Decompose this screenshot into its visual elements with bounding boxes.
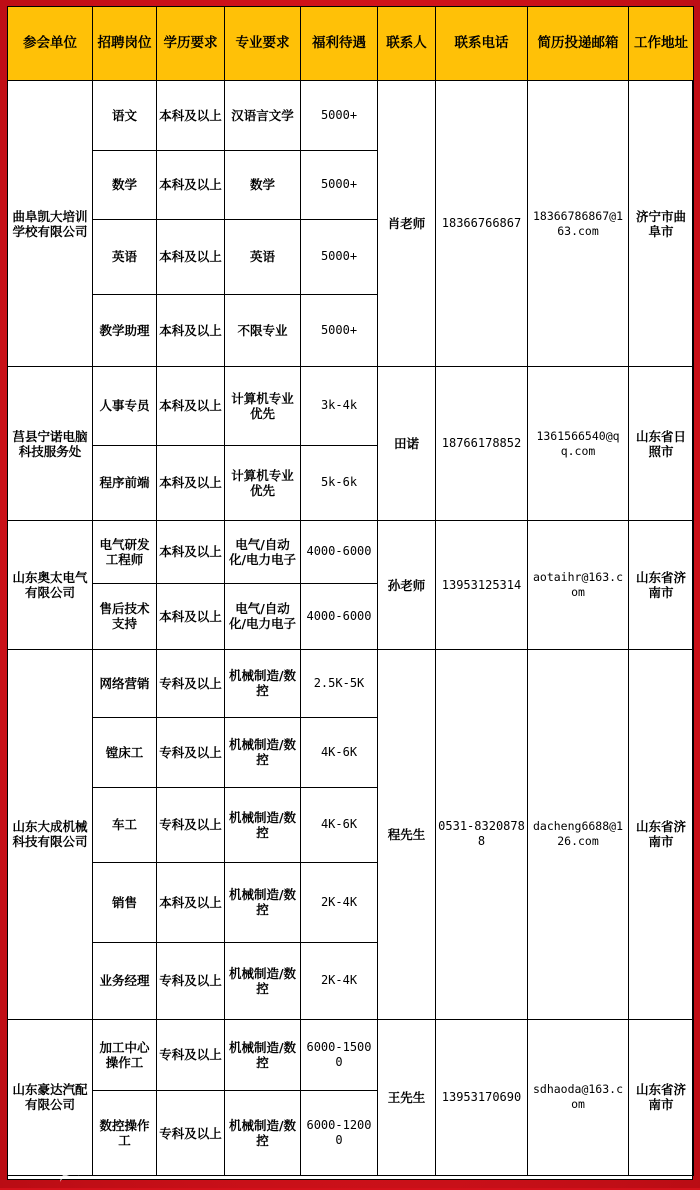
major-req: 汉语言文学 (225, 81, 301, 151)
salary: 6000-12000 (301, 1091, 378, 1176)
major-req: 英语 (225, 220, 301, 295)
resume-email: aotaihr@163.com (528, 521, 629, 650)
contact-person: 程先生 (378, 650, 436, 1020)
major-req: 数学 (225, 150, 301, 220)
major-req: 计算机专业优先 (225, 367, 301, 446)
major-req: 机械制造/数控 (225, 650, 301, 717)
contact-phone: 0531-83208788 (436, 650, 528, 1020)
position-title: 加工中心操作工 (93, 1019, 157, 1091)
contact-person: 王先生 (378, 1019, 436, 1175)
header-contact: 联系人 (378, 7, 436, 81)
company-name: 山东奥太电气有限公司 (8, 521, 93, 650)
education-req: 专科及以上 (157, 650, 225, 717)
major-req: 电气/自动化/电力电子 (225, 521, 301, 583)
salary: 2K-4K (301, 943, 378, 1020)
salary: 5k-6k (301, 445, 378, 521)
resume-email: dacheng6688@126.com (528, 650, 629, 1020)
salary: 4000-6000 (301, 521, 378, 583)
contact-phone: 18366766867 (436, 81, 528, 367)
company-name: 山东豪达汽配有限公司 (8, 1019, 93, 1175)
education-req: 专科及以上 (157, 943, 225, 1020)
company-name: 莒县宁诺电脑科技服务处 (8, 367, 93, 521)
table-row (8, 81, 694, 151)
position-title: 业务经理 (93, 943, 157, 1020)
contact-person: 田诺 (378, 367, 436, 521)
major-req: 电气/自动化/电力电子 (225, 583, 301, 649)
table-row (8, 521, 694, 583)
education-req: 本科及以上 (157, 220, 225, 295)
header-major: 专业要求 (225, 7, 301, 81)
education-req: 本科及以上 (157, 81, 225, 151)
position-title: 售后技术支持 (93, 583, 157, 649)
company-name: 山东大成机械科技有限公司 (8, 650, 93, 1020)
salary: 3k-4k (301, 367, 378, 446)
education-req: 本科及以上 (157, 583, 225, 649)
contact-phone: 13953170690 (436, 1019, 528, 1175)
header-address: 工作地址 (629, 7, 694, 81)
education-req: 本科及以上 (157, 150, 225, 220)
salary: 5000+ (301, 150, 378, 220)
contact-person: 肖老师 (378, 81, 436, 367)
work-address: 山东省济南市 (629, 1019, 694, 1175)
major-req: 机械制造/数控 (225, 1091, 301, 1176)
major-req: 机械制造/数控 (225, 1019, 301, 1091)
table-row (8, 367, 694, 446)
education-req: 本科及以上 (157, 294, 225, 367)
major-req: 机械制造/数控 (225, 943, 301, 1020)
education-req: 专科及以上 (157, 1019, 225, 1091)
education-req: 专科及以上 (157, 1091, 225, 1176)
education-req: 本科及以上 (157, 862, 225, 943)
work-address: 济宁市曲阜市 (629, 81, 694, 367)
header-row (8, 7, 694, 81)
table-row (8, 650, 694, 717)
position-title: 镗床工 (93, 717, 157, 788)
position-title: 数控操作工 (93, 1091, 157, 1176)
salary: 6000-15000 (301, 1019, 378, 1091)
salary: 5000+ (301, 294, 378, 367)
education-req: 本科及以上 (157, 445, 225, 521)
major-req: 计算机专业优先 (225, 445, 301, 521)
contact-phone: 13953125314 (436, 521, 528, 650)
position-title: 语文 (93, 81, 157, 151)
header-position: 招聘岗位 (93, 7, 157, 81)
resume-email: sdhaoda@163.com (528, 1019, 629, 1175)
salary: 5000+ (301, 220, 378, 295)
position-title: 数学 (93, 150, 157, 220)
resume-email: 1361566540@qq.com (528, 367, 629, 521)
position-title: 网络营销 (93, 650, 157, 717)
education-req: 本科及以上 (157, 521, 225, 583)
position-title: 电气研发工程师 (93, 521, 157, 583)
table-row (8, 1019, 694, 1091)
major-req: 机械制造/数控 (225, 717, 301, 788)
resume-email: 18366786867@163.com (528, 81, 629, 367)
company-name: 曲阜凯大培训学校有限公司 (8, 81, 93, 367)
education-req: 本科及以上 (157, 367, 225, 446)
work-address: 山东省济南市 (629, 521, 694, 650)
major-req: 不限专业 (225, 294, 301, 367)
education-req: 专科及以上 (157, 788, 225, 863)
salary: 5000+ (301, 81, 378, 151)
contact-person: 孙老师 (378, 521, 436, 650)
header-email: 简历投递邮箱 (528, 7, 629, 81)
position-title: 程序前端 (93, 445, 157, 521)
salary: 4000-6000 (301, 583, 378, 649)
position-title: 车工 (93, 788, 157, 863)
major-req: 机械制造/数控 (225, 788, 301, 863)
position-title: 教学助理 (93, 294, 157, 367)
position-title: 人事专员 (93, 367, 157, 446)
work-address: 山东省济南市 (629, 650, 694, 1020)
salary: 4K-6K (301, 717, 378, 788)
job-fair-table (7, 6, 694, 1176)
contact-phone: 18766178852 (436, 367, 528, 521)
header-education: 学历要求 (157, 7, 225, 81)
salary: 2K-4K (301, 862, 378, 943)
header-company: 参会单位 (8, 7, 93, 81)
position-title: 英语 (93, 220, 157, 295)
position-title: 销售 (93, 862, 157, 943)
work-address: 山东省日照市 (629, 367, 694, 521)
header-phone: 联系电话 (436, 7, 528, 81)
salary: 4K-6K (301, 788, 378, 863)
major-req: 机械制造/数控 (225, 862, 301, 943)
education-req: 专科及以上 (157, 717, 225, 788)
salary: 2.5K-5K (301, 650, 378, 717)
header-salary: 福利待遇 (301, 7, 378, 81)
